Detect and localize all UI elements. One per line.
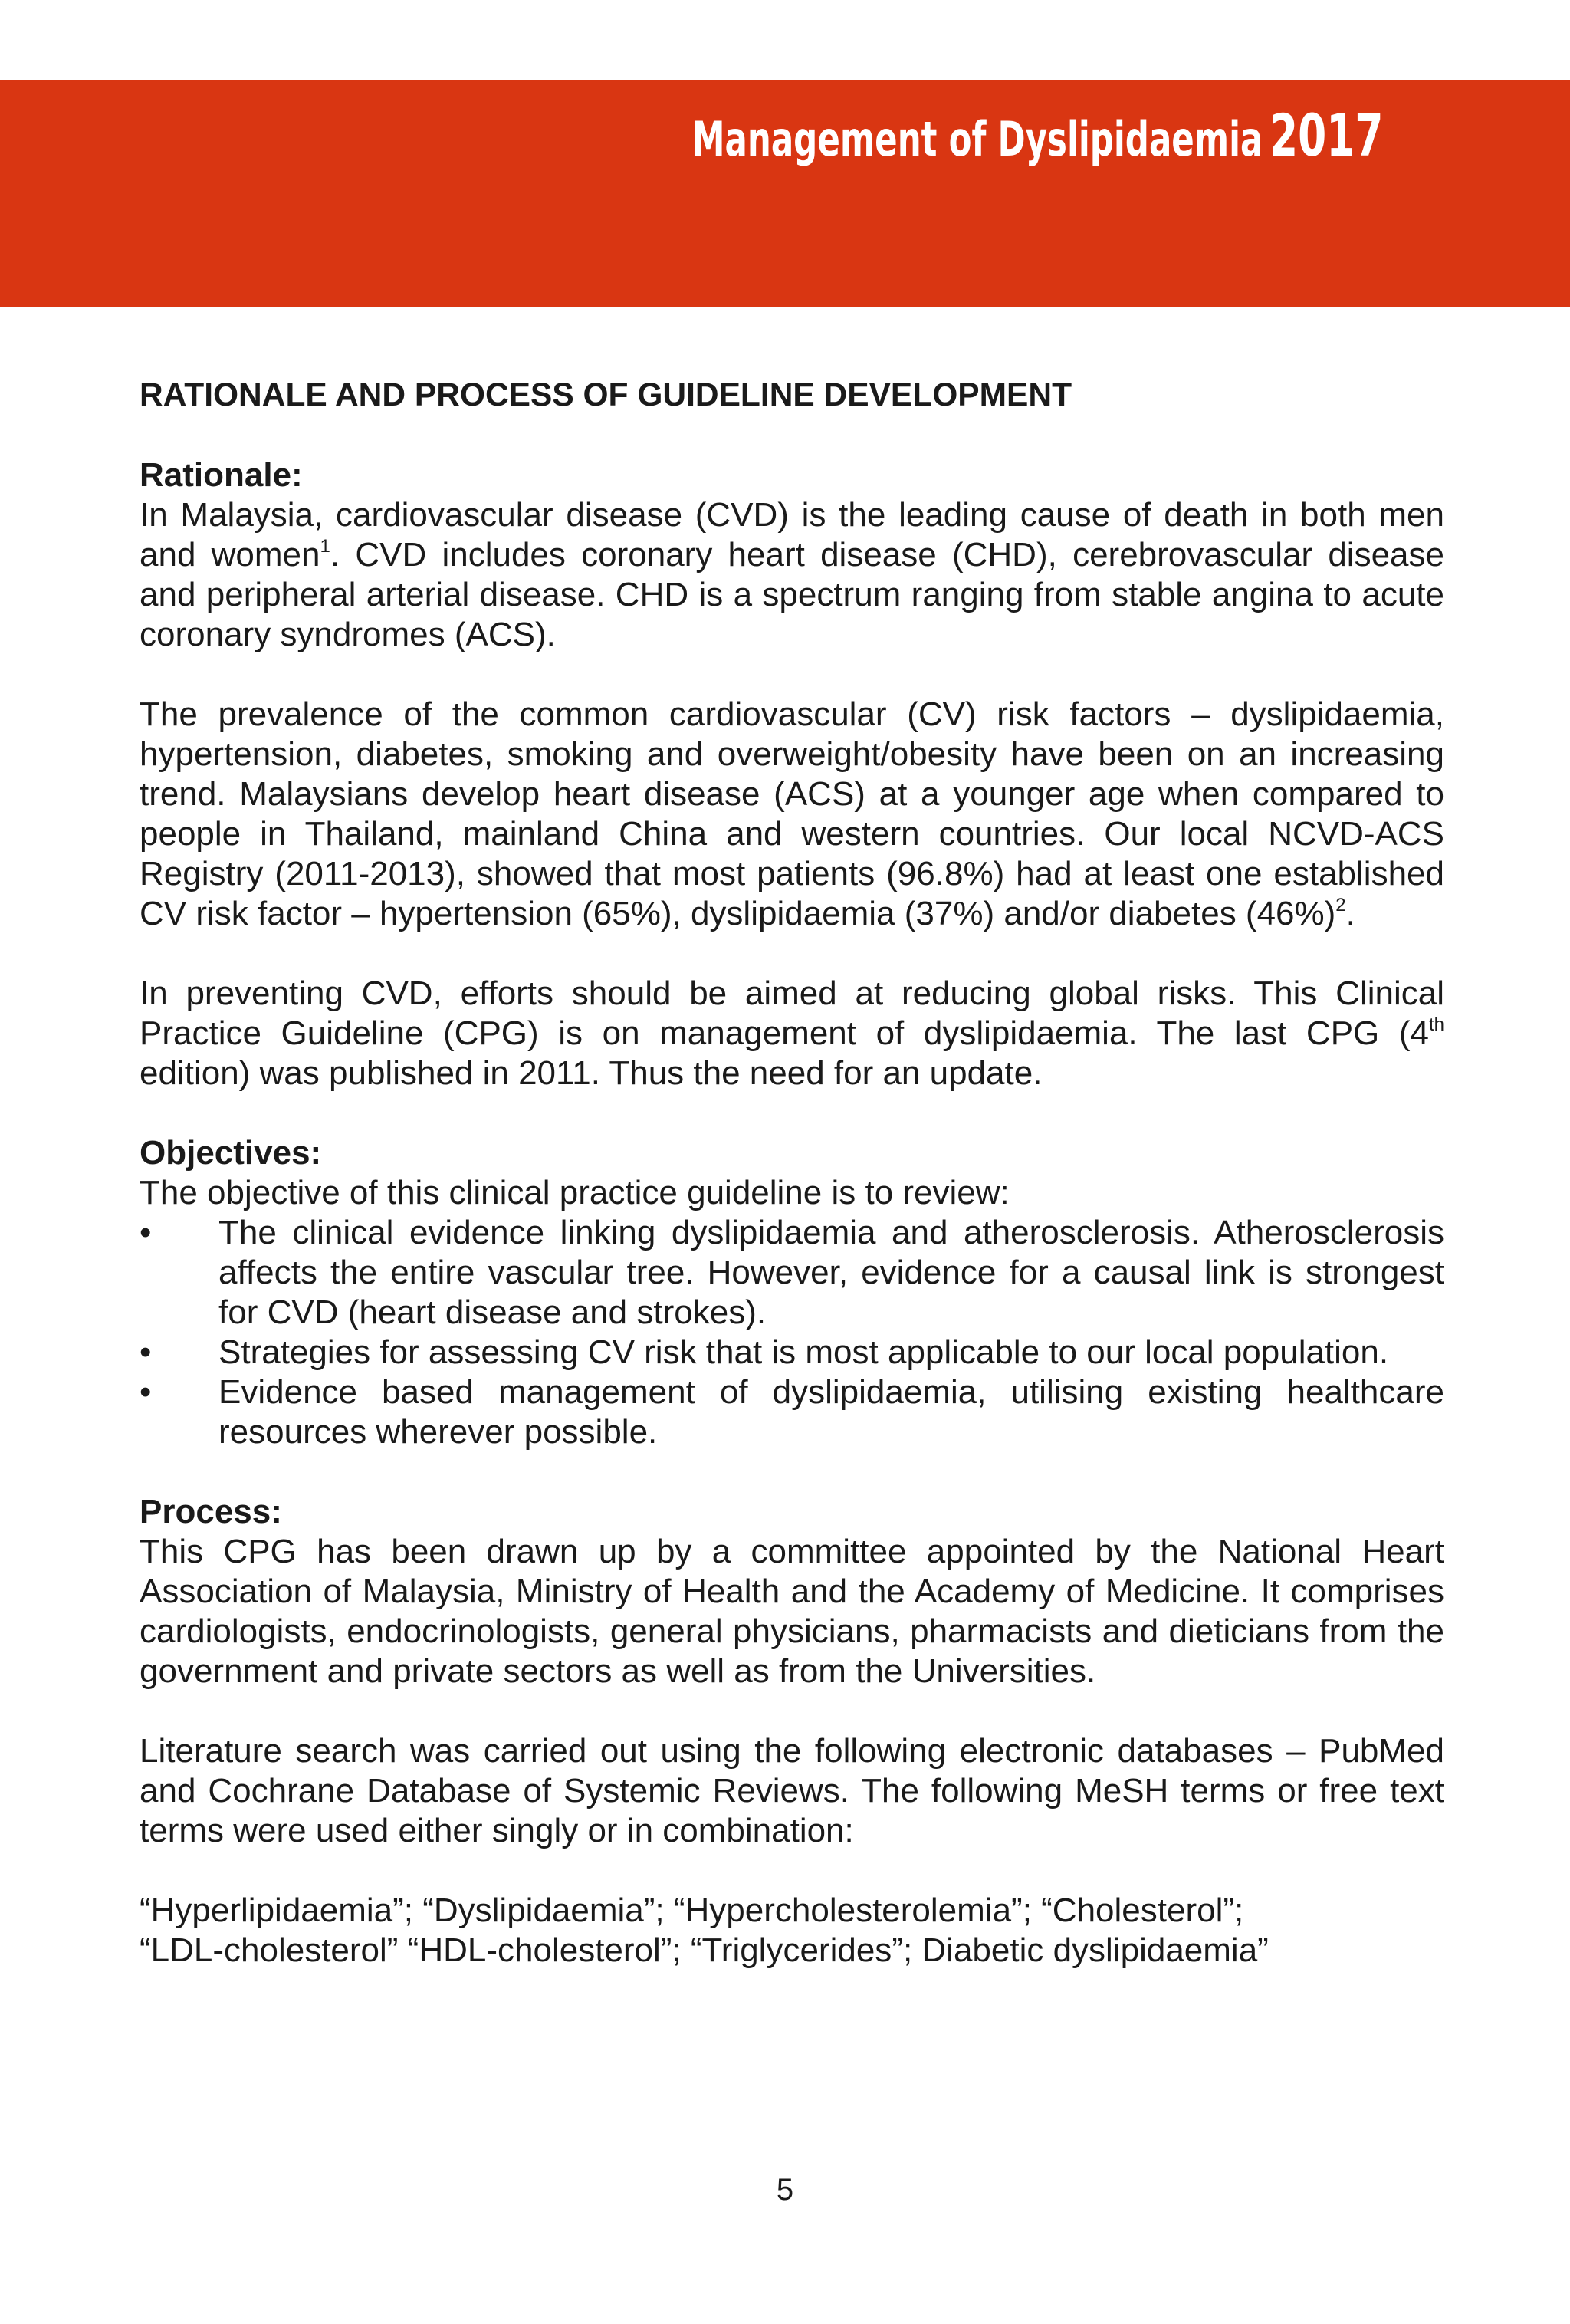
bullet-icon: • [140,1333,152,1371]
list-item [140,1213,1444,1333]
rationale-paragraph-1 [140,495,1444,655]
bullet-icon: • [140,1214,152,1251]
page-number: 5 [776,2173,794,2207]
process-paragraph-1: This CPG has been drawn up by a committee appointed by the National Heart Association of Malaysia, Ministry of Health and the Academy of Medicine. It comprises cardiologists, endocrinologists, general physicians, pharmacists and dieticians from the government and private sectors as well as from the Universities. [140,1533,1444,1690]
list-item [140,1372,1444,1452]
rationale-p1-text-a: In Malaysia, cardiovascular disease (CVD) is the leading cause of death in both men and women [140,496,1444,574]
search-terms-line-2: “LDL-cholesterol” “HDL-cholesterol”; “Triglycerides”; Diabetic dyslipidaemia” [140,1931,1269,1969]
process-heading: Process: [140,1493,282,1530]
document-title [530,102,1415,169]
rationale-p2-text-b: . [1345,895,1355,932]
objective-item-text: Evidence based management of dyslipidaemia, utilising existing healthcare resources wherever possible. [218,1373,1444,1451]
reference-1: 1 [320,536,330,557]
objectives-list [140,1213,1444,1452]
rationale-p3-text-a: In preventing CVD, efforts should be aimed at reducing global risks. This Clinical Practice Guideline (CPG) is on management of dyslipidaemia. The last CPG (4 [140,975,1444,1052]
edition-superscript: th [1428,1014,1444,1035]
objectives-intro: The objective of this clinical practice guideline is to review: [140,1174,1010,1211]
objectives-heading: Objectives: [140,1134,322,1172]
document-title-text: Management of Dyslipidaemia [691,111,1263,167]
objective-item-text: Strategies for assessing CV risk that is most applicable to our local population. [218,1333,1389,1371]
search-terms-line-1: “Hyperlipidaemia”; “Dyslipidaemia”; “Hypercholesterolemia”; “Cholesterol”; [140,1892,1244,1929]
process-paragraph-2: Literature search was carried out using the following electronic databases – PubMed and Cochrane Database of Systemic Reviews. The following MeSH terms or free text terms were used either singly or in combination: [140,1732,1444,1849]
document-year: 2017 [1269,101,1384,169]
rationale-p1-text-b: . CVD includes coronary heart disease (CHD), cerebrovascular disease and peripheral arterial disease. CHD is a spectrum ranging from stable angina to acute coronary syndromes (ACS). [140,536,1444,653]
list-item [140,1333,1444,1372]
rationale-paragraph-3 [140,974,1444,1093]
search-terms [140,1891,1444,1971]
section-heading: RATIONALE AND PROCESS OF GUIDELINE DEVELOPMENT [140,377,1072,413]
page-content [140,376,1444,1971]
rationale-paragraph-2 [140,695,1444,934]
objective-item-text: The clinical evidence linking dyslipidaemia and atherosclerosis. Atherosclerosis affects the entire vascular tree. However, evidence for a causal link is strongest for CVD (heart disease and strokes). [218,1214,1444,1331]
rationale-p3-text-b: edition) was published in 2011. Thus the need for an update. [140,1054,1043,1092]
reference-2: 2 [1335,895,1346,915]
rationale-p2-text-a: The prevalence of the common cardiovascular (CV) risk factors – dyslipidaemia, hypertension, diabetes, smoking and overweight/obesity have been on an increasing trend. Malaysians develop heart disease (ACS) at a younger age when compared to people in Thailand, mainland China and western countries. Our local NCVD-ACS Registry (2011-2013), showed that most patients (96.8%) had at least one established CV risk factor – hypertension (65%), dyslipidaemia (37%) and/or diabetes (46%) [140,695,1444,932]
rationale-heading: Rationale: [140,456,303,494]
bullet-icon: • [140,1373,152,1411]
